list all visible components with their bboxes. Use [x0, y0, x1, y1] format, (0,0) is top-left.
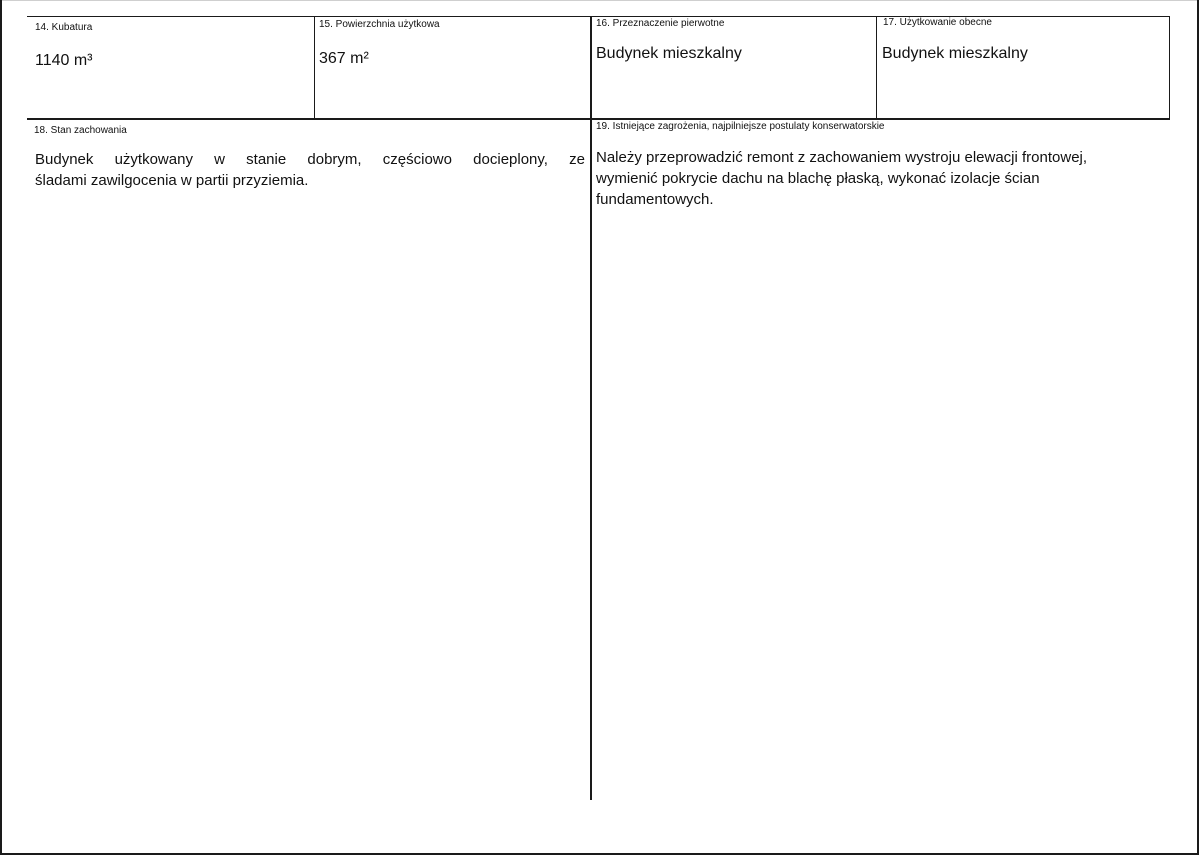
field-19-line-2: wymienić pokrycie dachu na blachę płaską, wykonać izolacje ścian [596, 170, 1040, 187]
field-17-label: 17. Użytkowanie obecne [883, 17, 992, 28]
field-15-label: 15. Powierzchnia użytkowa [319, 19, 440, 30]
field-18-text [35, 149, 585, 191]
field-18-label: 18. Stan zachowania [34, 125, 127, 136]
field-16-value: Budynek mieszkalny [596, 45, 742, 62]
field-15-value: 367 m² [319, 50, 369, 67]
field-14-label: 14. Kubatura [35, 22, 93, 33]
field-18-line-1: Budynek użytkowany w stanie dobrym, częściowo docieplony, ze [35, 151, 585, 168]
scan-edge-top [0, 0, 1199, 1]
column-divider-1 [314, 16, 315, 119]
table-top-border [27, 16, 1170, 17]
field-14-value: 1140 m³ [35, 52, 93, 69]
column-divider-3 [876, 16, 877, 119]
field-19-line-1: Należy przeprowadzić remont z zachowaniem wystroju elewacji frontowej, [596, 149, 1088, 166]
scan-edge-left [0, 0, 2, 855]
field-19-label: 19. Istniejące zagrożenia, najpilniejsze postulaty konserwatorskie [596, 121, 885, 132]
table-row-divider [27, 118, 1170, 120]
field-16-label: 16. Przeznaczenie pierwotne [596, 18, 725, 29]
field-18-line-2: śladami zawilgocenia w partii przyziemia. [35, 172, 309, 189]
field-19-text [596, 147, 1156, 210]
column-divider-center [590, 16, 592, 800]
field-19-line-3: fundamentowych. [596, 191, 714, 208]
field-17-value: Budynek mieszkalny [882, 45, 1028, 62]
table-right-border [1169, 16, 1170, 119]
